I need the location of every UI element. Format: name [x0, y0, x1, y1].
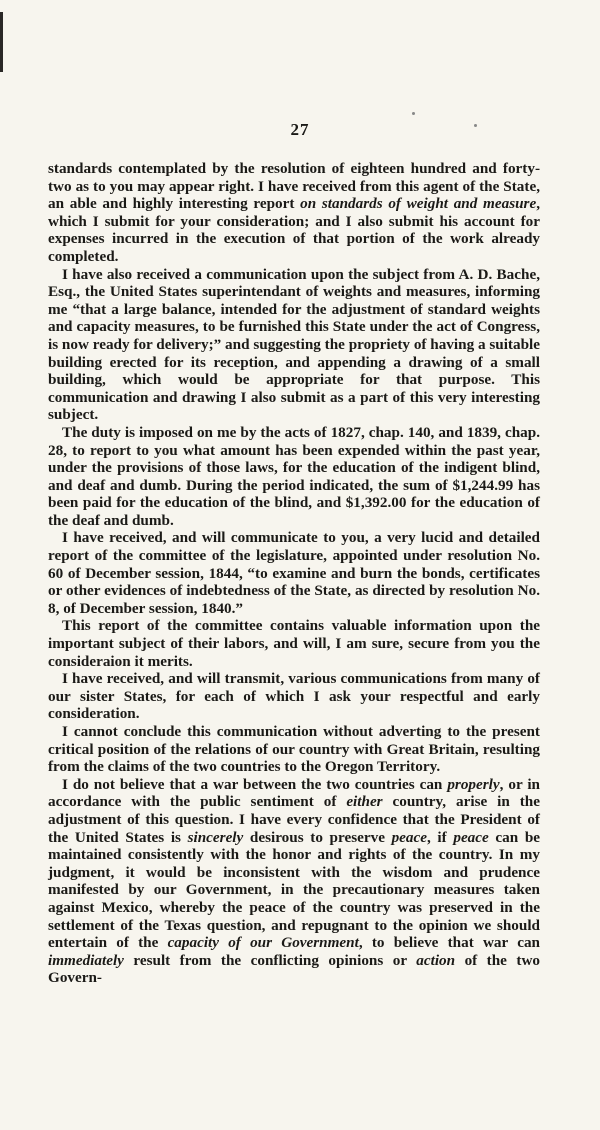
- paragraph-text: result from the conflicting opinions or: [123, 951, 417, 969]
- paper-speck: [412, 112, 415, 115]
- body-paragraph: [48, 424, 540, 530]
- paragraph-text: , to believe that war can: [358, 934, 540, 952]
- italic-text: sincerely: [187, 828, 244, 846]
- page-number: 27: [290, 120, 310, 139]
- paragraph-text: of the two Govern-: [48, 951, 541, 987]
- binding-edge-mark: [0, 12, 3, 72]
- italic-text: either: [346, 793, 383, 811]
- body-paragraph: [48, 776, 540, 987]
- italic-text: immediately: [48, 951, 124, 969]
- paragraph-text: I have received, and will communicate to you, a very lucid and detailed report of the committee of the legislature, appointed under resolution No. 60 of December session, 1844, “to examine and burn the bonds, certificates or other evidences of indebtedness of the State, as directed by resolution No. 8, of December session, 1840.”: [48, 529, 540, 617]
- paragraph-text: I cannot conclude this communication without adverting to the present critical position of the relations of our country with Great Britain, resulting from the claims of the two countries to the Oregon Territory.: [48, 723, 540, 776]
- body-paragraph: [48, 617, 540, 670]
- italic-text: peace: [453, 828, 489, 846]
- italic-text: properly: [447, 775, 500, 793]
- paragraph-text: standards contemplated by the resolution of eighteen hundred and forty-two as to you may appear right. I have received from this agent of the State, an able and highly interesting report: [48, 160, 540, 213]
- paragraph-text: , if: [427, 828, 454, 846]
- italic-text: capacity of our Government: [167, 934, 359, 952]
- body-paragraph: [48, 160, 540, 266]
- paragraph-text: desirous to preserve: [243, 828, 392, 846]
- body-paragraph: [48, 723, 540, 776]
- paragraph-text: I have received, and will transmit, various communications from many of our sister States, for each of which I ask your respectful and early consideration.: [48, 670, 540, 723]
- paragraph-text: can be maintained consistently with the honor and rights of the country. In my judgment, it would be inconsistent with the wisdom and prudence manifested by our Government, in the precautionary measures taken against Mexico, whereby the peace of the country was preserved in the settlement of the Texas question, and repugnant to the opinion we should entertain of the: [48, 828, 540, 952]
- body-paragraph: [48, 670, 540, 723]
- italic-text: on standards of weight and measure: [300, 195, 537, 213]
- paragraph-text: I do not believe that a war between the two countries can: [62, 775, 448, 793]
- paragraph-text: This report of the committee contains valuable information upon the important subject of their labors, and will, I am sure, secure from you the consideraion it merits.: [48, 617, 540, 670]
- paragraph-text: , which I submit for your consideration; and I also submit his account for expenses incurred in the execution of that portion of the work already completed.: [48, 195, 540, 265]
- paragraph-text: I have also received a communication upon the subject from A. D. Bache, Esq., the United States superintendant of weights and measures, informing me “that a large balance, intended for the adjustment of standard weights and capacity measures, to be furnished this State under the act of Congress, is now ready for delivery;” and suggesting the propriety of having a suitable building erected for its reception, and appending a drawing of a small building, which would be appropriate for that purpose. This communication and drawing I also submit as a part of this very interesting subject.: [48, 265, 540, 424]
- body-paragraph: [48, 529, 540, 617]
- italic-text: peace: [391, 828, 427, 846]
- body-paragraph: [48, 266, 540, 424]
- paragraph-text: , or in accordance with the public sentiment of: [48, 775, 540, 811]
- italic-text: action: [416, 951, 456, 969]
- document-body: [48, 160, 540, 987]
- paragraph-text: The duty is imposed on me by the acts of 1827, chap. 140, and 1839, chap. 28, to report to you what amount has been expended within the past year, under the provisions of those laws, for the education of the indigent blind, and deaf and dumb. During the period indicated, the sum of $1,244.99 has been paid for the education of the blind, and $1,392.00 for the education of the deaf and dumb.: [48, 423, 540, 529]
- paragraph-text: country, arise in the adjustment of this question. I have every confidence that the President of the United States is: [48, 793, 540, 846]
